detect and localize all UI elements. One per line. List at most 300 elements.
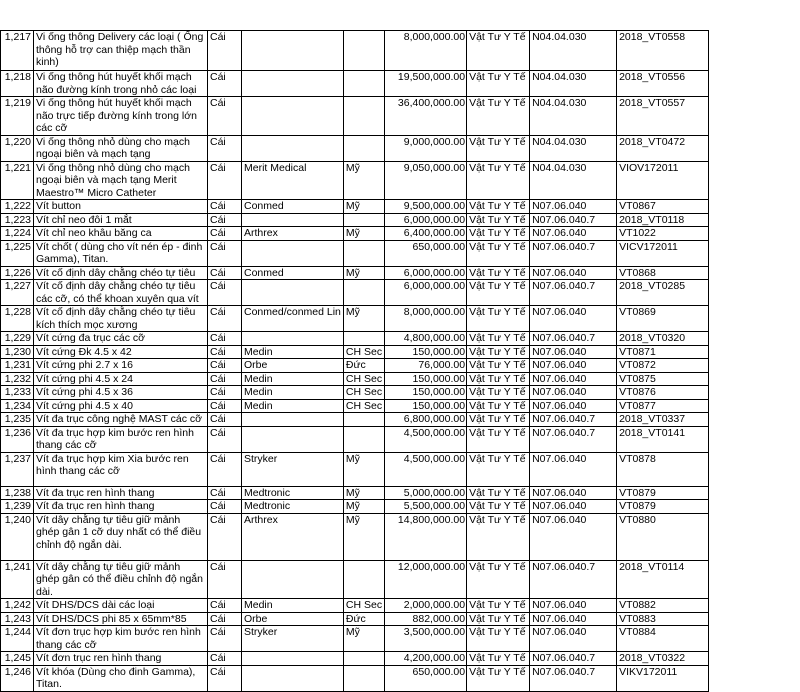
- category-cell: Vật Tư Y Tế: [467, 599, 530, 613]
- origin-country-cell: Mỹ: [343, 161, 384, 200]
- table-row: [1, 560, 709, 599]
- unit-price-cell: 882,000.00: [385, 612, 467, 626]
- item-name-cell: Vít DHS/DCS dài các loại: [34, 599, 208, 613]
- manufacturer-cell: Medin: [242, 345, 344, 359]
- row-number-cell: 1,222: [1, 200, 34, 214]
- unit-cell: Cái: [208, 161, 242, 200]
- item-name-cell: Vít button: [34, 200, 208, 214]
- item-code-cell: N04.04.030: [530, 71, 617, 97]
- item-code-cell: N07.06.040: [530, 386, 617, 400]
- manufacturer-cell: [242, 652, 344, 666]
- origin-country-cell: [343, 240, 384, 266]
- category-cell: Vật Tư Y Tế: [467, 413, 530, 427]
- category-cell: Vật Tư Y Tế: [467, 161, 530, 200]
- reference-code-cell: VT0872: [617, 359, 709, 373]
- manufacturer-cell: [242, 240, 344, 266]
- reference-code-cell: VICV172011: [617, 240, 709, 266]
- item-name-cell: Vít dây chằng tự tiêu giữ mảnh ghép gân có thể điều chỉnh độ ngắn dài.: [34, 560, 208, 599]
- unit-price-cell: 6,800,000.00: [385, 413, 467, 427]
- table-row: [1, 652, 709, 666]
- origin-country-cell: CH Sec: [343, 372, 384, 386]
- row-number-cell: 1,224: [1, 227, 34, 241]
- item-code-cell: N07.06.040: [530, 266, 617, 280]
- unit-price-cell: 6,000,000.00: [385, 213, 467, 227]
- unit-cell: Cái: [208, 71, 242, 97]
- item-name-cell: Vít cứng phi 4.5 x 24: [34, 372, 208, 386]
- table-row: [1, 486, 709, 500]
- item-code-cell: N07.06.040.7: [530, 426, 617, 452]
- unit-cell: Cái: [208, 266, 242, 280]
- item-code-cell: N04.04.030: [530, 135, 617, 161]
- item-code-cell: N07.06.040: [530, 227, 617, 241]
- price-table: [0, 30, 709, 692]
- origin-country-cell: Đức: [343, 612, 384, 626]
- row-number-cell: 1,220: [1, 135, 34, 161]
- item-name-cell: Vít cố định dây chằng chéo tự tiêu các cỡ, có thể khoan xuyên qua vít: [34, 280, 208, 306]
- origin-country-cell: CH Sec: [343, 599, 384, 613]
- origin-country-cell: [343, 280, 384, 306]
- unit-price-cell: 4,200,000.00: [385, 652, 467, 666]
- table-row: [1, 306, 709, 332]
- row-number-cell: 1,233: [1, 386, 34, 400]
- origin-country-cell: Mỹ: [343, 513, 384, 560]
- reference-code-cell: 2018_VT0556: [617, 71, 709, 97]
- table-row: [1, 426, 709, 452]
- manufacturer-cell: Stryker: [242, 452, 344, 486]
- item-code-cell: N07.06.040.7: [530, 665, 617, 691]
- unit-price-cell: 5,500,000.00: [385, 500, 467, 514]
- unit-cell: Cái: [208, 280, 242, 306]
- unit-cell: Cái: [208, 227, 242, 241]
- category-cell: Vật Tư Y Tế: [467, 626, 530, 652]
- row-number-cell: 1,223: [1, 213, 34, 227]
- row-number-cell: 1,238: [1, 486, 34, 500]
- origin-country-cell: [343, 560, 384, 599]
- item-name-cell: Vi ống thông Delivery các loại ( Ống thông hỗ trợ can thiệp mạch thần kinh): [34, 31, 208, 71]
- table-row: [1, 413, 709, 427]
- item-name-cell: Vít cứng phi 4.5 x 36: [34, 386, 208, 400]
- item-name-cell: Vít đa trục hợp kim Xia bước ren hình thang các cỡ: [34, 452, 208, 486]
- item-code-cell: N07.06.040: [530, 612, 617, 626]
- reference-code-cell: VT0875: [617, 372, 709, 386]
- row-number-cell: 1,218: [1, 71, 34, 97]
- item-code-cell: N04.04.030: [530, 31, 617, 71]
- item-code-cell: N07.06.040: [530, 359, 617, 373]
- unit-price-cell: 9,500,000.00: [385, 200, 467, 214]
- item-name-cell: Vít cứng đa trục các cỡ: [34, 332, 208, 346]
- table-row: [1, 345, 709, 359]
- reference-code-cell: VT0876: [617, 386, 709, 400]
- item-code-cell: N07.06.040: [530, 599, 617, 613]
- item-name-cell: Vít cứng phi 4.5 x 40: [34, 399, 208, 413]
- table-row: [1, 213, 709, 227]
- row-number-cell: 1,227: [1, 280, 34, 306]
- origin-country-cell: Mỹ: [343, 227, 384, 241]
- unit-cell: Cái: [208, 560, 242, 599]
- manufacturer-cell: Medin: [242, 372, 344, 386]
- manufacturer-cell: Arthrex: [242, 227, 344, 241]
- item-name-cell: Vít DHS/DCS phi 85 x 65mm*85: [34, 612, 208, 626]
- unit-price-cell: 5,000,000.00: [385, 486, 467, 500]
- unit-price-cell: 14,800,000.00: [385, 513, 467, 560]
- unit-cell: Cái: [208, 97, 242, 136]
- unit-cell: Cái: [208, 240, 242, 266]
- reference-code-cell: VT0882: [617, 599, 709, 613]
- item-code-cell: N07.06.040.7: [530, 280, 617, 306]
- unit-cell: Cái: [208, 612, 242, 626]
- reference-code-cell: VT0878: [617, 452, 709, 486]
- manufacturer-cell: Arthrex: [242, 513, 344, 560]
- category-cell: Vật Tư Y Tế: [467, 486, 530, 500]
- origin-country-cell: CH Sec: [343, 386, 384, 400]
- origin-country-cell: Đức: [343, 359, 384, 373]
- item-code-cell: N07.06.040.7: [530, 560, 617, 599]
- category-cell: Vật Tư Y Tế: [467, 452, 530, 486]
- unit-price-cell: 150,000.00: [385, 399, 467, 413]
- manufacturer-cell: Medtronic: [242, 486, 344, 500]
- unit-price-cell: 650,000.00: [385, 240, 467, 266]
- reference-code-cell: 2018_VT0322: [617, 652, 709, 666]
- reference-code-cell: VT0880: [617, 513, 709, 560]
- origin-country-cell: Mỹ: [343, 452, 384, 486]
- table-row: [1, 71, 709, 97]
- table-row: [1, 332, 709, 346]
- item-code-cell: N07.06.040.7: [530, 213, 617, 227]
- row-number-cell: 1,226: [1, 266, 34, 280]
- unit-cell: Cái: [208, 626, 242, 652]
- item-code-cell: N07.06.040: [530, 626, 617, 652]
- item-name-cell: Vi ống thông nhỏ dùng cho mạch ngoại biên và mạch tạng: [34, 135, 208, 161]
- row-number-cell: 1,235: [1, 413, 34, 427]
- manufacturer-cell: Orbe: [242, 612, 344, 626]
- item-name-cell: Vi ống thông hút huyết khối mạch não đường kính trong nhỏ các loại: [34, 71, 208, 97]
- item-name-cell: Vít đơn trục hợp kim bước ren hình thang các cỡ: [34, 626, 208, 652]
- row-number-cell: 1,245: [1, 652, 34, 666]
- unit-price-cell: 4,500,000.00: [385, 452, 467, 486]
- manufacturer-cell: [242, 665, 344, 691]
- table-row: [1, 280, 709, 306]
- category-cell: Vật Tư Y Tế: [467, 97, 530, 136]
- category-cell: Vật Tư Y Tế: [467, 612, 530, 626]
- unit-cell: Cái: [208, 372, 242, 386]
- category-cell: Vật Tư Y Tế: [467, 71, 530, 97]
- item-name-cell: Vít chỉ neo khâu băng ca: [34, 227, 208, 241]
- manufacturer-cell: [242, 280, 344, 306]
- unit-price-cell: 4,800,000.00: [385, 332, 467, 346]
- item-code-cell: N07.06.040.7: [530, 413, 617, 427]
- reference-code-cell: VT0879: [617, 486, 709, 500]
- origin-country-cell: Mỹ: [343, 200, 384, 214]
- reference-code-cell: VT0867: [617, 200, 709, 214]
- table-row: [1, 452, 709, 486]
- unit-cell: Cái: [208, 500, 242, 514]
- row-number-cell: 1,244: [1, 626, 34, 652]
- unit-price-cell: 9,000,000.00: [385, 135, 467, 161]
- unit-cell: Cái: [208, 486, 242, 500]
- unit-cell: Cái: [208, 452, 242, 486]
- origin-country-cell: [343, 652, 384, 666]
- category-cell: Vật Tư Y Tế: [467, 213, 530, 227]
- reference-code-cell: VT0884: [617, 626, 709, 652]
- row-number-cell: 1,229: [1, 332, 34, 346]
- manufacturer-cell: [242, 97, 344, 136]
- table-row: [1, 97, 709, 136]
- item-name-cell: Vít cứng Đk 4.5 x 42: [34, 345, 208, 359]
- category-cell: Vật Tư Y Tế: [467, 345, 530, 359]
- item-code-cell: N07.06.040: [530, 486, 617, 500]
- item-code-cell: N07.06.040: [530, 345, 617, 359]
- row-number-cell: 1,246: [1, 665, 34, 691]
- category-cell: Vật Tư Y Tế: [467, 500, 530, 514]
- item-name-cell: Vi ống thông hút huyết khối mạch não trực tiếp đường kính trong lớn các cỡ: [34, 97, 208, 136]
- item-code-cell: N07.06.040.7: [530, 652, 617, 666]
- row-number-cell: 1,240: [1, 513, 34, 560]
- manufacturer-cell: Stryker: [242, 626, 344, 652]
- unit-cell: Cái: [208, 399, 242, 413]
- table-row: [1, 626, 709, 652]
- row-number-cell: 1,228: [1, 306, 34, 332]
- item-name-cell: Vít đơn trục ren hình thang: [34, 652, 208, 666]
- manufacturer-cell: [242, 413, 344, 427]
- unit-price-cell: 6,400,000.00: [385, 227, 467, 241]
- item-code-cell: N07.06.040: [530, 200, 617, 214]
- unit-price-cell: 4,500,000.00: [385, 426, 467, 452]
- unit-price-cell: 6,000,000.00: [385, 280, 467, 306]
- reference-code-cell: VT0883: [617, 612, 709, 626]
- unit-price-cell: 650,000.00: [385, 665, 467, 691]
- category-cell: Vật Tư Y Tế: [467, 306, 530, 332]
- manufacturer-cell: [242, 213, 344, 227]
- table-row: [1, 599, 709, 613]
- origin-country-cell: [343, 332, 384, 346]
- table-row: [1, 500, 709, 514]
- unit-cell: Cái: [208, 332, 242, 346]
- manufacturer-cell: [242, 71, 344, 97]
- row-number-cell: 1,239: [1, 500, 34, 514]
- origin-country-cell: [343, 135, 384, 161]
- table-row: [1, 161, 709, 200]
- item-name-cell: Vít cố định dây chằng chéo tự tiêu kích thích mọc xương: [34, 306, 208, 332]
- unit-cell: Cái: [208, 135, 242, 161]
- origin-country-cell: Mỹ: [343, 486, 384, 500]
- unit-price-cell: 19,500,000.00: [385, 71, 467, 97]
- item-code-cell: N07.06.040: [530, 452, 617, 486]
- unit-cell: Cái: [208, 513, 242, 560]
- unit-price-cell: 6,000,000.00: [385, 266, 467, 280]
- manufacturer-cell: Conmed: [242, 200, 344, 214]
- category-cell: Vật Tư Y Tế: [467, 280, 530, 306]
- unit-cell: Cái: [208, 306, 242, 332]
- origin-country-cell: [343, 665, 384, 691]
- category-cell: Vật Tư Y Tế: [467, 240, 530, 266]
- row-number-cell: 1,230: [1, 345, 34, 359]
- item-name-cell: Vít đa trục hợp kim bước ren hình thang các cỡ: [34, 426, 208, 452]
- row-number-cell: 1,242: [1, 599, 34, 613]
- reference-code-cell: 2018_VT0472: [617, 135, 709, 161]
- reference-code-cell: VT0869: [617, 306, 709, 332]
- reference-code-cell: 2018_VT0114: [617, 560, 709, 599]
- reference-code-cell: VIOV172011: [617, 161, 709, 200]
- manufacturer-cell: Medin: [242, 386, 344, 400]
- table-row: [1, 612, 709, 626]
- origin-country-cell: Mỹ: [343, 500, 384, 514]
- row-number-cell: 1,241: [1, 560, 34, 599]
- unit-cell: Cái: [208, 359, 242, 373]
- category-cell: Vật Tư Y Tế: [467, 399, 530, 413]
- table-row: [1, 227, 709, 241]
- unit-cell: Cái: [208, 200, 242, 214]
- table-row: [1, 386, 709, 400]
- origin-country-cell: Mỹ: [343, 266, 384, 280]
- row-number-cell: 1,225: [1, 240, 34, 266]
- reference-code-cell: VT0877: [617, 399, 709, 413]
- category-cell: Vật Tư Y Tế: [467, 266, 530, 280]
- unit-price-cell: 36,400,000.00: [385, 97, 467, 136]
- manufacturer-cell: Medin: [242, 599, 344, 613]
- manufacturer-cell: [242, 31, 344, 71]
- category-cell: Vật Tư Y Tế: [467, 665, 530, 691]
- item-name-cell: Vít khóa (Dùng cho đinh Gamma), Titan.: [34, 665, 208, 691]
- reference-code-cell: 2018_VT0557: [617, 97, 709, 136]
- reference-code-cell: 2018_VT0141: [617, 426, 709, 452]
- category-cell: Vật Tư Y Tế: [467, 227, 530, 241]
- origin-country-cell: CH Sec: [343, 399, 384, 413]
- table-row: [1, 513, 709, 560]
- table-row: [1, 200, 709, 214]
- table-row: [1, 359, 709, 373]
- category-cell: Vật Tư Y Tế: [467, 426, 530, 452]
- unit-cell: Cái: [208, 31, 242, 71]
- item-code-cell: N04.04.030: [530, 161, 617, 200]
- unit-cell: Cái: [208, 599, 242, 613]
- item-name-cell: Vít cố định dây chằng chéo tự tiêu: [34, 266, 208, 280]
- unit-price-cell: 8,000,000.00: [385, 306, 467, 332]
- item-name-cell: Vít đa trục ren hình thang: [34, 500, 208, 514]
- unit-price-cell: 150,000.00: [385, 372, 467, 386]
- reference-code-cell: VT0879: [617, 500, 709, 514]
- unit-price-cell: 150,000.00: [385, 345, 467, 359]
- unit-cell: Cái: [208, 213, 242, 227]
- item-name-cell: Vít đa trục công nghệ MAST các cỡ: [34, 413, 208, 427]
- category-cell: Vật Tư Y Tế: [467, 332, 530, 346]
- origin-country-cell: [343, 71, 384, 97]
- origin-country-cell: [343, 213, 384, 227]
- item-name-cell: Vít đa trục ren hình thang: [34, 486, 208, 500]
- item-name-cell: Vít cứng phi 2.7 x 16: [34, 359, 208, 373]
- table-row: [1, 399, 709, 413]
- reference-code-cell: 2018_VT0337: [617, 413, 709, 427]
- manufacturer-cell: Orbe: [242, 359, 344, 373]
- category-cell: Vật Tư Y Tế: [467, 560, 530, 599]
- unit-price-cell: 8,000,000.00: [385, 31, 467, 71]
- unit-cell: Cái: [208, 386, 242, 400]
- reference-code-cell: 2018_VT0285: [617, 280, 709, 306]
- reference-code-cell: 2018_VT0320: [617, 332, 709, 346]
- manufacturer-cell: Medtronic: [242, 500, 344, 514]
- category-cell: Vật Tư Y Tế: [467, 359, 530, 373]
- row-number-cell: 1,234: [1, 399, 34, 413]
- row-number-cell: 1,221: [1, 161, 34, 200]
- row-number-cell: 1,236: [1, 426, 34, 452]
- category-cell: Vật Tư Y Tế: [467, 372, 530, 386]
- item-name-cell: Vít chỉ neo đôi 1 mắt: [34, 213, 208, 227]
- origin-country-cell: [343, 97, 384, 136]
- manufacturer-cell: Conmed/conmed Lin: [242, 306, 344, 332]
- unit-price-cell: 2,000,000.00: [385, 599, 467, 613]
- table-row: [1, 372, 709, 386]
- reference-code-cell: VT1022: [617, 227, 709, 241]
- row-number-cell: 1,217: [1, 31, 34, 71]
- category-cell: Vật Tư Y Tế: [467, 386, 530, 400]
- item-name-cell: Vít chốt ( dùng cho vít nén ép - đinh Gamma), Titan.: [34, 240, 208, 266]
- row-number-cell: 1,231: [1, 359, 34, 373]
- origin-country-cell: Mỹ: [343, 306, 384, 332]
- unit-price-cell: 12,000,000.00: [385, 560, 467, 599]
- category-cell: Vật Tư Y Tế: [467, 200, 530, 214]
- table-row: [1, 135, 709, 161]
- table-row: [1, 31, 709, 71]
- reference-code-cell: 2018_VT0558: [617, 31, 709, 71]
- item-code-cell: N04.04.030: [530, 97, 617, 136]
- category-cell: Vật Tư Y Tế: [467, 135, 530, 161]
- item-code-cell: N07.06.040.7: [530, 240, 617, 266]
- manufacturer-cell: [242, 332, 344, 346]
- item-code-cell: N07.06.040: [530, 500, 617, 514]
- unit-price-cell: 76,000.00: [385, 359, 467, 373]
- row-number-cell: 1,219: [1, 97, 34, 136]
- manufacturer-cell: [242, 135, 344, 161]
- origin-country-cell: CH Sec: [343, 345, 384, 359]
- table-row: [1, 266, 709, 280]
- item-code-cell: N07.06.040: [530, 372, 617, 386]
- unit-cell: Cái: [208, 652, 242, 666]
- manufacturer-cell: Medin: [242, 399, 344, 413]
- manufacturer-cell: Conmed: [242, 266, 344, 280]
- table-body: [1, 31, 709, 692]
- table-row: [1, 665, 709, 691]
- item-code-cell: N07.06.040: [530, 399, 617, 413]
- row-number-cell: 1,237: [1, 452, 34, 486]
- origin-country-cell: [343, 413, 384, 427]
- unit-price-cell: 3,500,000.00: [385, 626, 467, 652]
- unit-cell: Cái: [208, 426, 242, 452]
- category-cell: Vật Tư Y Tế: [467, 513, 530, 560]
- item-code-cell: N07.06.040.7: [530, 332, 617, 346]
- item-name-cell: Vít dây chằng tự tiêu giữ mảnh ghép gân 1 cỡ duy nhất có thể điều chỉnh độ ngắn dài.: [34, 513, 208, 560]
- category-cell: Vật Tư Y Tế: [467, 31, 530, 71]
- reference-code-cell: 2018_VT0118: [617, 213, 709, 227]
- item-code-cell: N07.06.040: [530, 306, 617, 332]
- unit-price-cell: 150,000.00: [385, 386, 467, 400]
- origin-country-cell: [343, 31, 384, 71]
- reference-code-cell: VIKV172011: [617, 665, 709, 691]
- row-number-cell: 1,243: [1, 612, 34, 626]
- origin-country-cell: [343, 426, 384, 452]
- unit-price-cell: 9,050,000.00: [385, 161, 467, 200]
- item-name-cell: Vi ống thông nhỏ dùng cho mạch ngoại biên và mạch tạng Merit Maestro™ Micro Catheter: [34, 161, 208, 200]
- manufacturer-cell: [242, 560, 344, 599]
- row-number-cell: 1,232: [1, 372, 34, 386]
- reference-code-cell: VT0871: [617, 345, 709, 359]
- manufacturer-cell: [242, 426, 344, 452]
- origin-country-cell: Mỹ: [343, 626, 384, 652]
- unit-cell: Cái: [208, 665, 242, 691]
- unit-cell: Cái: [208, 413, 242, 427]
- unit-cell: Cái: [208, 345, 242, 359]
- manufacturer-cell: Merit Medical: [242, 161, 344, 200]
- table-row: [1, 240, 709, 266]
- item-code-cell: N07.06.040: [530, 513, 617, 560]
